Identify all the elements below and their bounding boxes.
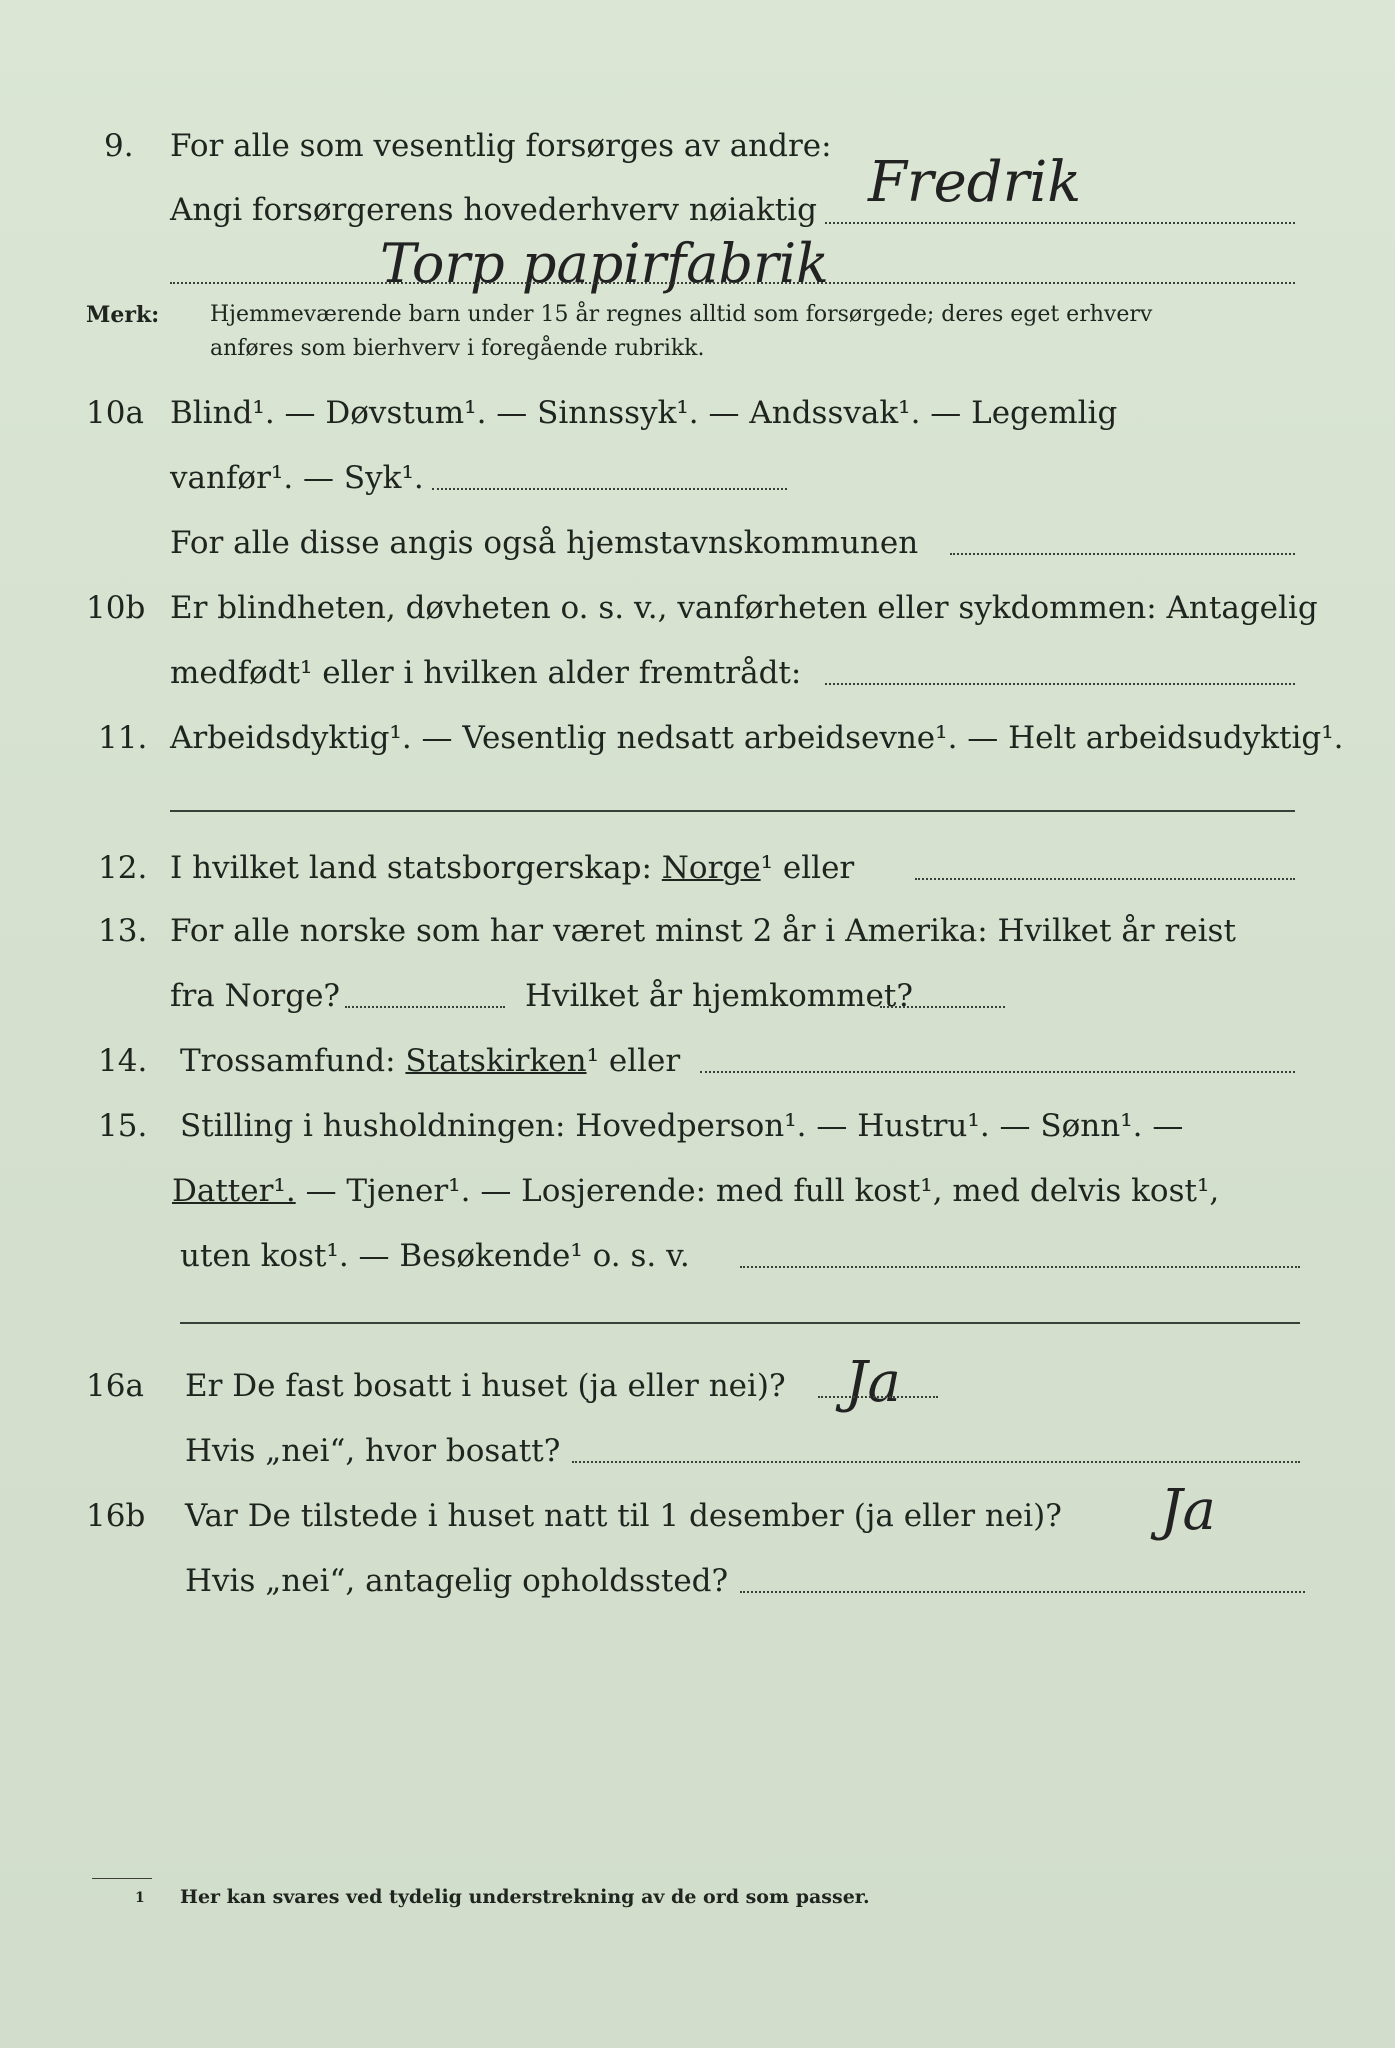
q14-post: ¹ eller <box>586 1043 681 1079</box>
q13-line2a: fra Norge? <box>170 978 341 1014</box>
q12-pre: I hvilket land statsborgerskap: <box>170 850 652 886</box>
q10a-answer-line-2 <box>950 553 1295 555</box>
q9-number: 9. <box>104 128 134 164</box>
q16a-number: 16a <box>86 1368 144 1404</box>
q10b-number: 10b <box>86 590 146 626</box>
q16a-answer-line-2 <box>572 1461 1300 1463</box>
q16a-answer-line-1 <box>818 1396 938 1398</box>
q12-line <box>170 850 854 886</box>
q11-number: 11. <box>98 720 148 756</box>
q14-answer-line <box>700 1071 1295 1073</box>
q9-line1: For alle som vesentlig forsørges av andre: <box>170 128 832 164</box>
q10b-line2: medfødt¹ eller i hvilken alder fremtrådt: <box>170 655 802 691</box>
q12-number: 12. <box>98 850 148 886</box>
q13-line1: For alle norske som har været minst 2 år i Amerika: Hvilket år reist <box>170 913 1236 949</box>
merk-line1: Hjemmeværende barn under 15 år regnes alltid som forsørgede; deres eget erhverv <box>210 302 1153 327</box>
q15-answer-line-2 <box>180 1322 1300 1324</box>
q9-answer-line-2 <box>170 282 1295 284</box>
q10a-line2: vanfør¹. — Syk¹. <box>170 460 424 496</box>
q14-number: 14. <box>98 1043 148 1079</box>
q10a-line1: Blind¹. — Døvstum¹. — Sinnssyk¹. — Andssvak¹. — Legemlig <box>170 395 1118 431</box>
q10a-number: 10a <box>86 395 144 431</box>
q10a-line3: For alle disse angis også hjemstavnskommunen <box>170 525 919 561</box>
q16a-line2: Hvis „nei“, hvor bosatt? <box>185 1433 561 1469</box>
q10b-answer-line <box>825 683 1295 685</box>
q9-handwriting-2: Torp papirfabrik <box>380 232 829 295</box>
q16b-answer-line <box>740 1591 1305 1593</box>
q15-number: 15. <box>98 1108 148 1144</box>
q15-line2-rest: — Tjener¹. — Losjerende: med full kost¹, med delvis kost¹, <box>305 1173 1220 1209</box>
q14-underlined: Statskirken <box>405 1043 587 1079</box>
q13-line2b: Hvilket år hjemkommet? <box>525 978 913 1014</box>
q10b-line1: Er blindheten, døvheten o. s. v., vanførheten eller sykdommen: Antagelig <box>170 590 1318 626</box>
q16b-number: 16b <box>86 1498 146 1534</box>
q15-answer-line-1 <box>740 1266 1300 1268</box>
q15-line1: Stilling i husholdningen: Hovedperson¹. — Hustru¹. — Sønn¹. — <box>180 1108 1184 1144</box>
merk-line2: anføres som bierhverv i foregående rubrikk. <box>210 336 705 361</box>
q10a-answer-line-1 <box>432 488 787 490</box>
footnote-mark: 1 <box>135 1890 145 1906</box>
q15-line3: uten kost¹. — Besøkende¹ o. s. v. <box>180 1238 690 1274</box>
q13-answer-line-2 <box>880 1006 1005 1008</box>
q9-answer-line-1 <box>825 222 1295 224</box>
q13-number: 13. <box>98 913 148 949</box>
q11-line1: Arbeidsdyktig¹. — Vesentlig nedsatt arbeidsevne¹. — Helt arbeidsudyktig¹. <box>170 720 1344 756</box>
q13-answer-line-1 <box>345 1006 505 1008</box>
q9-handwriting-1: Fredrik <box>868 150 1082 215</box>
footnote-rule <box>92 1878 152 1879</box>
merk-label: Merk: <box>86 302 160 328</box>
q12-answer-line <box>915 878 1295 880</box>
q12-underlined: Norge <box>661 850 761 886</box>
q11-answer-line <box>170 810 1295 812</box>
q15-line2 <box>172 1173 1219 1209</box>
q12-post: ¹ eller <box>760 850 855 886</box>
footnote-text: Her kan svares ved tydelig understrekning av de ord som passer. <box>180 1886 870 1908</box>
q16b-handwriting: Ja <box>1160 1478 1216 1543</box>
q14-pre: Trossamfund: <box>180 1043 396 1079</box>
q16a-line1: Er De fast bosatt i huset (ja eller nei)? <box>185 1368 786 1404</box>
q9-line2: Angi forsørgerens hovederhverv nøiaktig <box>170 192 817 228</box>
q16b-line1: Var De tilstede i huset natt til 1 desember (ja eller nei)? <box>185 1498 1062 1534</box>
q16b-line2: Hvis „nei“, antagelig opholdssted? <box>185 1563 729 1599</box>
q14-line <box>180 1043 680 1079</box>
q15-underlined: Datter¹. <box>172 1173 296 1209</box>
q16a-handwriting: Ja <box>845 1350 901 1415</box>
